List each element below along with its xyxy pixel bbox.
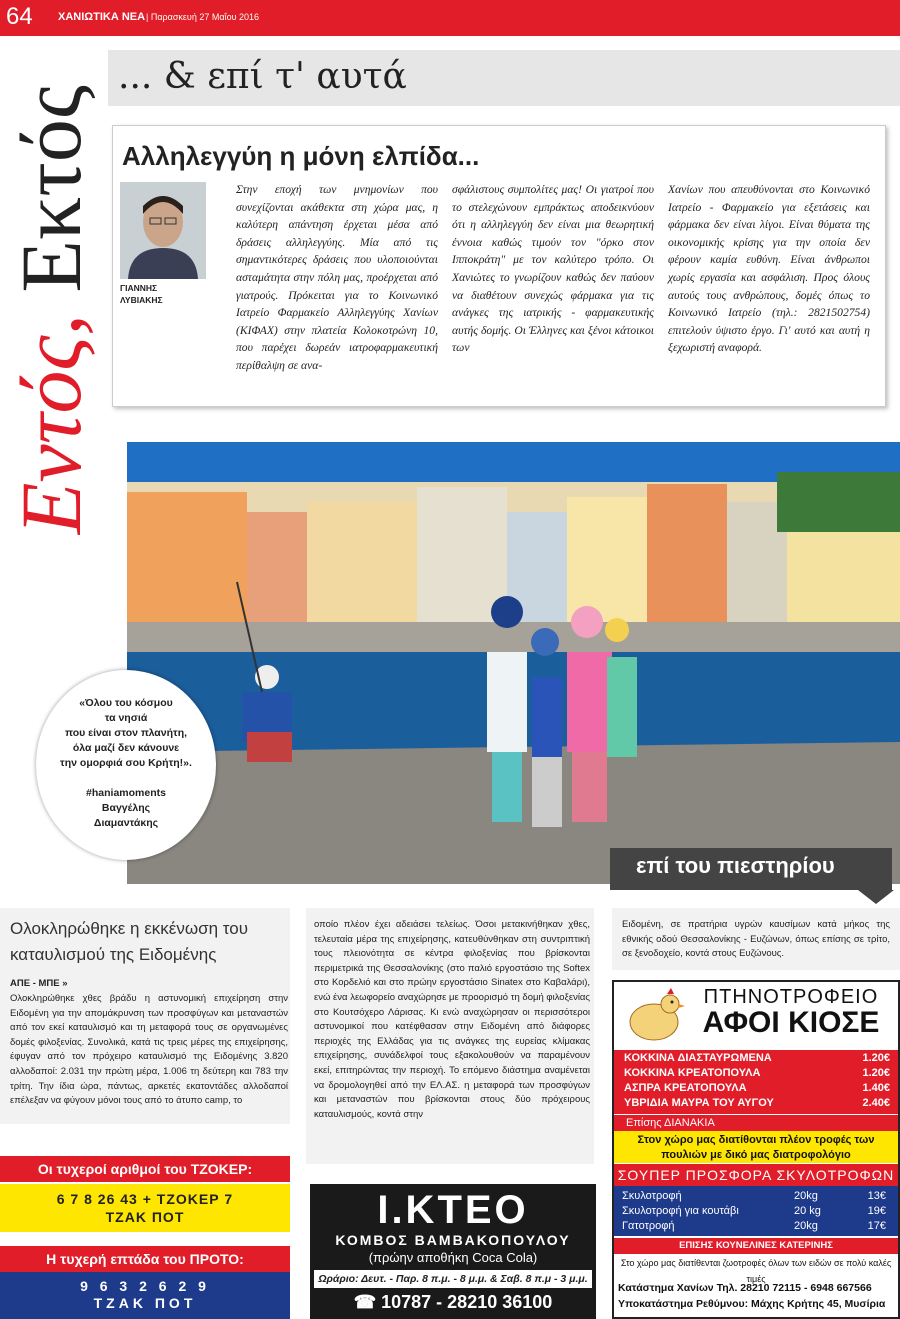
proto-title: Η τυχερή επτάδα του ΠΡΟΤΟ:	[0, 1246, 290, 1272]
contact-line-2: Υποκατάστημα Ρεθύμνου: Μάχης Κρήτης 45, Μυσίρια	[618, 1298, 886, 1310]
quote-line-2: τα νησιά	[104, 712, 148, 724]
quote-hashtag: #haniamoments	[86, 787, 166, 799]
poultry-also: Επίσης ΔΙΑΝΑΚΙΑ	[614, 1115, 898, 1131]
quote-bubble	[36, 670, 216, 860]
price-row	[624, 1067, 890, 1079]
price-value: 1.40€	[862, 1082, 890, 1094]
dogfood-row: Σκυλοτροφή 20kg 13€	[622, 1190, 886, 1202]
author-last-name: ΛΥΒΙΑΚΗΣ	[120, 295, 163, 305]
news-column-1: Ολοκληρώθηκε χθες βράδυ η αστυνομική επιχείρηση στην Ειδομένη για την απομάκρυνση των προσφύγων και μεταναστών από τον εκεί καταυλισμό και τη μεταφορά τους σε οργανωμένες δομές φιλοξενίας. Συνολικά, κατά τις τρεις μέρες της επιχείρησης, έφυγαν από τον πρόχειρο καταυλισμό της Ειδομένης 3.820 αλλοδαποί: 2.031 την πρώτη μέρα, 1.006 τη δεύτερη και 783 την τρίτη. Την ίδια ώρα, πάντως, αρκετές εκατοντάδες αλλοδαποί επέλεξαν να φύγουν μόνοι τους από το άτυπο camp, το	[10, 993, 288, 1107]
contact-line-1: Κατάστημα Χανίων Τηλ. 28210 72115 - 6948 667566	[618, 1282, 872, 1294]
author-first-name: ΓΙΑΝΝΗΣ	[120, 283, 158, 293]
quote-line-4: όλα μαζί δεν κάνουνε	[72, 742, 180, 754]
quote-line-5: την ομορφιά σου Κρήτη!».	[60, 757, 192, 769]
price-value: 2.40€	[862, 1097, 890, 1109]
section-title: ... & επί τ' αυτά	[118, 56, 407, 97]
price-row	[624, 1097, 890, 1109]
quote-line-1: «Όλου του κόσμου	[79, 697, 173, 709]
price-item: ΑΣΠΡΑ ΚΡΕΑΤΟΠΟΥΛΑ	[624, 1082, 747, 1094]
photo-banner: επί του πιεστηρίου	[610, 848, 892, 890]
vertical-title-prefix: Εντός,	[3, 292, 99, 535]
joker-note: ΤΖΑΚ ΠΟΤ	[105, 1209, 185, 1225]
proto-numbers: 9 6 3 2 6 2 9	[80, 1278, 210, 1294]
article-column-2: σφάλιστους συμπολίτες μας! Οι γιατροί που το στελεχώνουν εμπράκτως αποδεικνύουν ότι η αλληλεγγύη δεν είναι μια θεωρητική έννοια καθώς τιμούν τον "όρκο στον Ιπποκράτη" με τον καλύτερο τρόπο. Οι Χανιώτες το γνωρίζουν καθώς δεν παύουν να διαθέτουν συνεχώς φάρμακα για τις ανάγκες της ιατρικής - φαρμακευτικής αυτής δομής. Οι Έλληνες και ξένοι κάτοικοι των	[452, 183, 654, 355]
poultry-title-2: ΑΦΟΙ ΚΙΟΣΕ	[702, 1006, 880, 1039]
price-item: ΚΟΚΚΙΝΑ ΚΡΕΑΤΟΠΟΥΛΑ	[624, 1067, 761, 1079]
proto-results	[0, 1272, 290, 1319]
price-item: ΥΒΡΙΔΙΑ ΜΑΥΡΑ ΤΟΥ ΑΥΓΟΥ	[624, 1097, 774, 1109]
quote-author-last: Διαμαντάκης	[93, 817, 159, 829]
dogfood-row: Γατοτροφή 20kg 17€	[622, 1220, 886, 1232]
kteo-name: Ι.ΚΤΕΟ	[377, 1188, 529, 1232]
quote-author-first: Βαγγέλης	[101, 802, 151, 814]
quote-line-3: που είναι στον πλανήτη,	[64, 727, 188, 739]
photo-banner-arrow	[858, 890, 894, 904]
poultry-title-1: ΠΤΗΝΟΤΡΟΦΕΙΟ	[703, 986, 879, 1008]
author-photo	[120, 182, 206, 279]
kteo-location: ΚΟΜΒΟΣ ΒΑΜΒΑΚΟΠΟΥΛΟΥ	[335, 1232, 571, 1248]
dogfood-row: Σκυλοτροφή για κουτάβι 20 kg 19€	[622, 1205, 886, 1217]
price-value: 1.20€	[862, 1067, 890, 1079]
poultry-price-list	[614, 1050, 898, 1114]
news-title: Ολοκληρώθηκε η εκκένωση του καταυλισμού της Ειδομένης	[10, 919, 249, 964]
kteo-location-note: (πρώην αποθήκη Coca Cola)	[368, 1250, 538, 1265]
price-row	[624, 1082, 890, 1094]
store-note: Στο χώρο μας διατίθενται ζωοτροφές όλων των ειδών σε πολύ καλές τιμές	[620, 1258, 892, 1284]
chicken-icon	[618, 986, 688, 1046]
poultry-feed-note: Στον χώρο μας διατίθονται πλέον τροφές των πουλιών με δικό μας διατροφολόγιο	[614, 1131, 898, 1163]
joker-numbers: 6 7 8 26 43 + ΤΖΟΚΕΡ 7	[56, 1191, 234, 1207]
rabbit-note: ΕΠΙΣΗΣ ΚΟΥΝΕΛΙΝΕΣ ΚΑΤΕΡΙΝΗΣ	[614, 1238, 898, 1254]
publication-name: ΧΑΝΙΩΤΙΚΑ ΝΕΑ	[58, 11, 146, 23]
joker-results	[0, 1184, 290, 1232]
joker-title: Οι τυχεροί αριθμοί του ΤΖΟΚΕΡ:	[0, 1156, 290, 1182]
poultry-contact	[618, 1280, 898, 1312]
dogfood-offer-title: ΣΟΥΠΕΡ ΠΡΟΣΦΟΡΑ ΣΚΥΛΟΤΡΟΦΩΝ	[614, 1164, 898, 1186]
article-title: Αλληλεγγύη η μόνη ελπίδα...	[122, 141, 480, 171]
kteo-phone: ☎ 10787 - 28210 36100	[353, 1292, 553, 1312]
vertical-section-title	[2, 45, 100, 535]
proto-note: ΤΖΑΚ ΠΟΤ	[93, 1295, 197, 1311]
news-source-tag: ΑΠΕ - ΜΠΕ »	[10, 978, 68, 989]
price-value: 1.20€	[862, 1052, 890, 1064]
kteo-hours: Ωράριο: Δευτ. - Παρ. 8 π.μ. - 8 μ.μ. & Σαβ. 8 π.μ - 3 μ.μ.	[314, 1270, 592, 1288]
author-name	[120, 282, 206, 306]
price-row	[624, 1052, 890, 1064]
news-column-3: Ειδομένη, σε πρατήρια υγρών καυσίμων κατά μήκος της εθνικής οδού Θεσσαλονίκης - Ευζώνων, όπως επίσης σε τρίτο, σε ξενοδοχείο, κοντά στους Ευζώνους.	[622, 919, 890, 960]
vertical-title-suffix: Εκτός	[3, 85, 99, 293]
news-column-2: οποίο πλέον έχει αδειάσει τελείως. Όσοι μετακινήθηκαν χθες, τελευταία μέρα της επιχείρησης, κατευθύνθηκαν στη συντριπτική τους πλειονότητα σε κέντρα φιλοξενίας που βρίσκονται περιμετρικά της Θεσσαλονίκης (στο παλιό εργοστάσιο της Softex στο Κορδελιό και στο πρώην εργοστάσιο Sinatex στο Καβαλάρι), ενώ ένα λεωφορείο αναχώρησε με προορισμό τη δομή φιλοξενίας στο Κουτσόχερο Λάρισας. Κι ενώ αναχώρησαν οι περισσότεροι αστυνομικοί που κατέφθασαν στην Ειδομένη από διάφορες περιοχές της Ελλάδας για τις ανάγκες της ευρείας κλίμακας επιχείρησης, συνάδελφοί τους εξακολουθούν να παραμένουν εκεί, επιτηρώντας την περιοχή. Το επόμενο διάστημα αναμένεται να δρομολογηθεί από την ΕΛ.ΑΣ. η μεταφορά των προσφύγων και μεταναστών που βρίσκονται στους δύο πρόχειρους καταυλισμούς, κοντά στην	[314, 919, 590, 1120]
publication-date: | Παρασκευή 27 Μαΐου 2016	[146, 12, 260, 22]
article-column-1: Στην εποχή των μνημονίων που συνεχίζονται ακάθεκτα στη χώρα μας, η καλύτερη απάντηση έρχεται μέσα από δράσεις αλληλεγγύης. Μία από τις σημαντικότερες δράσεις που υλοποιούνται ασταμάτητα στην πόλη μας, προέρχεται από γιατρούς. Πρόκειται για το Κοινωνικό Ιατρείο Φαρμακείο Αλληλεγγύης Χανίων (ΚΙΦΑΧ) στην πλατεία Κολοκοτρώνη 10, που παρέχει δωρεάν ιατροφαρμακευτική περίθαλψη σε ανα-	[236, 183, 438, 372]
harbor-photo	[127, 442, 900, 884]
page-number: 64	[6, 3, 33, 30]
article-column-3: Χανίων που απευθύνονται στο Κοινωνικό Ιατρείο - Φαρμακείο για εξετάσεις και φάρμακα δεν είναι λίγοι. Είναι θύματα της οικονομικής κρίσης για την οποία δεν φέρουν καμία ευθύνη. Είναι άνθρωποι χωρίς εργασία και ασφάλιση. Προς όλους αυτούς τους ανθρώπους, δομές όπως το Κοινωνικό Ιατρείο (τηλ.: 2821502754) επιτελούν ύψιστο έργο. Γι' αυτό και αυτή η ξεχωριστή αναφορά.	[668, 183, 870, 355]
svg-text:Εντός, Εκτός	[3, 85, 99, 535]
price-item: ΚΟΚΚΙΝΑ ΔΙΑΣΤΑΥΡΩΜΕΝΑ	[624, 1052, 772, 1064]
dogfood-price-list	[614, 1186, 898, 1236]
